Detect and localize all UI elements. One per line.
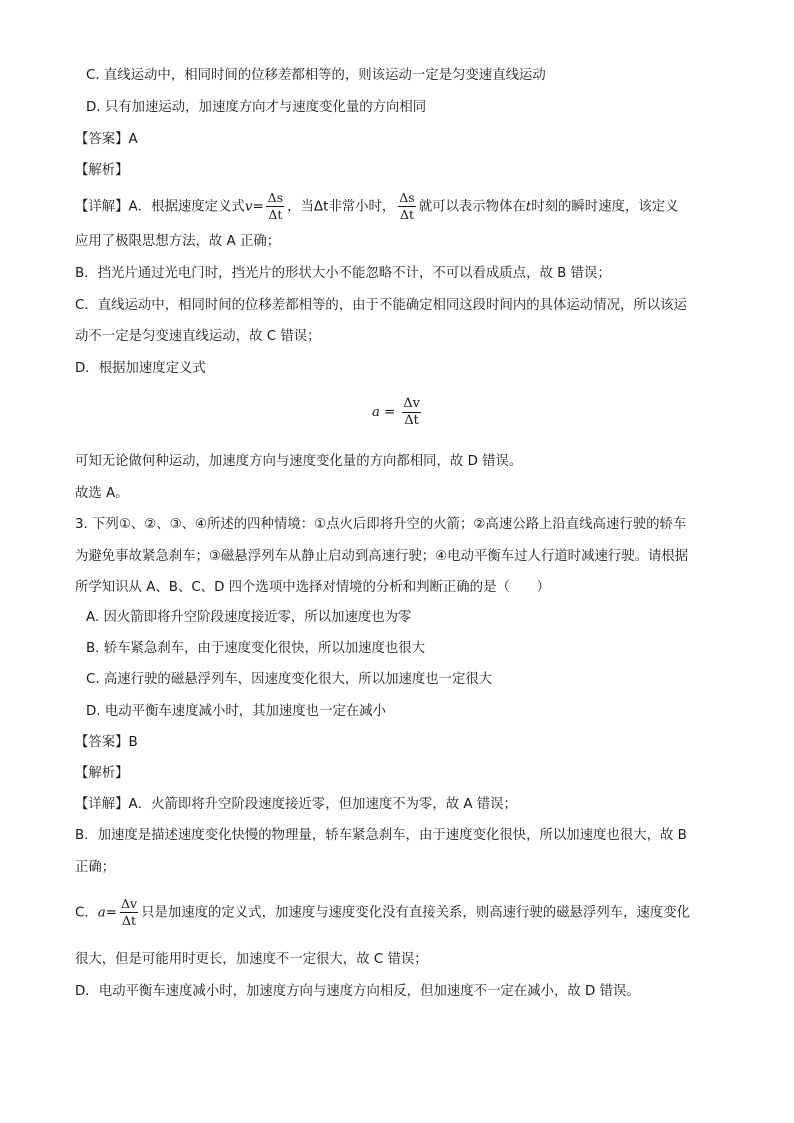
fraction: $\frac{\Delta v}{\Delta t}$ <box>120 896 138 928</box>
q3-detail-d: D．电动平衡车速度减小时，加速度方向与速度方向相反，但加速度不一定在减小，故 D 错误。 <box>75 984 640 999</box>
q3-option-c: C. 高速行驶的磁悬浮列车，因速度变化很大，所以加速度也一定很大 <box>86 672 493 687</box>
q3-detail-a: 【详解】A．火箭即将升空阶段速度接近零，但加速度不为零，故 A 错误； <box>75 797 517 812</box>
q3-option-b: B. 轿车紧急刹车，由于速度变化很快，所以加速度也很大 <box>86 641 426 656</box>
q2-detail-d-1: D．根据加速度定义式 <box>75 361 206 376</box>
q2-detail-a-cont: 应用了极限思想方法，故 A 正确； <box>75 234 281 249</box>
q3-analysis-heading: 【解析】 <box>75 766 129 781</box>
fraction: $\frac{\Delta v}{\Delta t}$ <box>403 396 420 428</box>
q3-option-d: D. 电动平衡车速度减小时，其加速度也一定在减小 <box>86 704 387 719</box>
acceleration-formula: a = $\frac{\Delta v}{\Delta t}$ <box>372 396 420 428</box>
q2-detail-c-1: C．直线运动中，相同时间的位移差都相等的，由于不能确定相同这段时间内的具体运动情况，所以该运 <box>75 298 687 313</box>
q3-stem-1: 3. 下列①、②、③、④所述的四种情境：①点火后即将升空的火箭；②高速公路上沿直线高速行驶的轿车 <box>75 517 687 532</box>
q3-detail-b-2: 正确； <box>75 860 116 875</box>
q2-detail-c-2: 动不一定是匀变速直线运动，故 C 错误； <box>75 329 321 344</box>
q2-detail-a: 【详解】A．根据速度定义式v= $\frac{\Delta s}{\Delta t}$ ，当Δt非常小时， $\frac{\Delta s}{\Delta t}$ 就可以表示物体在t时刻的瞬时速度，该定义 <box>75 190 679 222</box>
q3-stem-2: 为避免事故紧急刹车；③磁悬浮列车从静止启动到高速行驶；④电动平衡车过人行道时减速行驶。请根据 <box>75 549 689 564</box>
fraction: $\frac{\Delta s}{\Delta t}$ <box>399 190 415 222</box>
fraction: $\frac{\Delta s}{\Delta t}$ <box>267 190 284 222</box>
q3-detail-b-1: B．加速度是描述速度变化快慢的物理量，轿车紧急刹车，由于速度变化很快，所以加速度也很大，故 B <box>75 828 687 843</box>
q3-detail-c-2: 很大，但是可能用时更长，加速度不一定很大，故 C 错误； <box>75 952 428 967</box>
q3-detail-c: C．a= $\frac{\Delta v}{\Delta t}$ 只是加速度的定义式，加速度与速度变化没有直接关系，则高速行驶的磁悬浮列车，速度变化 <box>75 896 691 928</box>
q2-option-c: C. 直线运动中，相同时间的位移差都相等的，则该运动一定是匀变速直线运动 <box>86 68 546 83</box>
q2-analysis-heading: 【解析】 <box>75 163 129 178</box>
q2-option-d: D. 只有加速运动，加速度方向才与速度变化量的方向相同 <box>86 100 427 115</box>
q3-stem-3: 所学知识从 A、B、C、D 四个选项中选择对情境的分析和判断正确的是（ ） <box>75 580 551 595</box>
q3-answer: 【答案】B <box>75 735 138 750</box>
q2-detail-d-2: 可知无论做何种运动，加速度方向与速度变化量的方向都相同，故 D 错误。 <box>75 454 523 469</box>
q2-detail-b: B．挡光片通过光电门时，挡光片的形状大小不能忽略不计，不可以看成质点，故 B 错误； <box>75 266 611 281</box>
q3-option-a: A. 因火箭即将升空阶段速度接近零，所以加速度也为零 <box>86 610 412 625</box>
q2-conclusion: 故选 A。 <box>75 486 129 501</box>
q2-answer: 【答案】A <box>75 132 138 147</box>
